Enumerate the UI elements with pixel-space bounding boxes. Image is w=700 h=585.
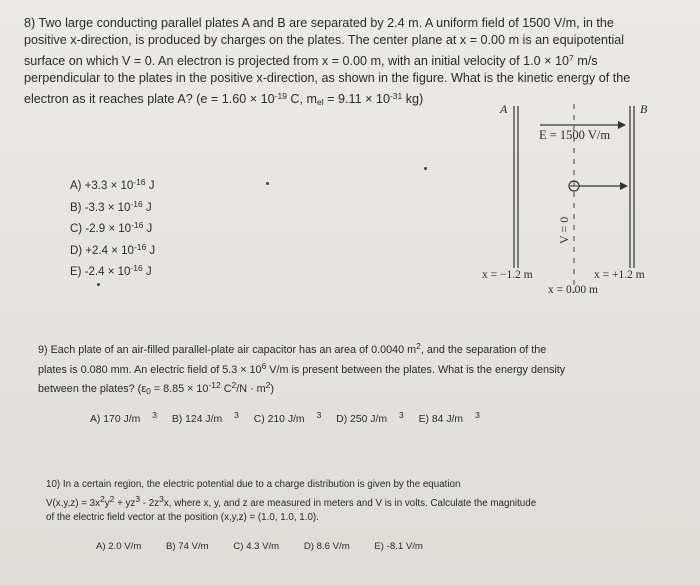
plate-b-label: B [640,102,648,116]
choice-unit: J [142,201,152,214]
q10-choice-e[interactable]: E) -8.1 V/m [374,541,423,552]
choice-exponent: 3 [399,410,404,420]
q10-eq-part-5: x, where x, y, and z are measured in meters and V is in volts. Calculate the magnitude [163,498,537,509]
q9-epsilon-subscript: 0 [146,386,151,397]
q8-charge-exponent: -19 [274,90,287,101]
q8-line-3-text: surface on which V = 0. An electron is projected from x = 0.00 m, with an initial velocity of 1.0 × 10 [24,53,569,68]
choice-unit: J [143,223,153,236]
q9-unit-c: C [220,383,232,396]
q8-mass-unit: kg) [402,91,424,106]
q9-line-2 [38,359,678,379]
choice-exponent: 3 [316,410,322,420]
choice-exponent: 3 [234,410,239,420]
q8-line-2: positive x-direction, is produced by charges on the plates. The center plane at x = 0.00 m is an equipotential [24,33,625,48]
choice-label: E) -2.4 × 10 [70,266,131,279]
choice-unit: J [145,180,155,192]
q9-choice-c[interactable] [253,410,322,425]
q9-line-2-text: plates is 0.080 mm. An electric field of 5.3 × 10 [38,363,262,376]
q10-eq-exp-2: 2 [109,494,115,504]
q9-epsilon-exponent: -12 [208,380,221,391]
q10-eq-part-1: V(x,y,z) = 3x [46,498,100,509]
stray-mark [97,283,100,286]
q8-mass-label: C, m [286,91,318,106]
q10-choice-c[interactable]: C) 4.3 V/m [233,541,280,552]
q9-line-1-tail: , and the separation of the [420,344,547,356]
choice-label: A) +3.3 × 10 [70,180,134,192]
q9-line-3-text: between the plates? (ε [38,383,147,396]
q8-line-4: perpendicular to the plates in the positive x-direction, as shown in the figure. What is the kinetic energy of the [24,71,631,86]
choice-exponent: -16 [130,198,143,209]
choice-unit: J [142,266,152,279]
q10-eq-exp-4: 3 [159,494,164,504]
q9-line-2-tail: V/m is present between the plates. What is the energy density [266,363,566,376]
q10-eq-exp-3: 3 [135,494,141,504]
equipotential-label: V = 0 [557,216,571,244]
choice-label: A) 170 J/m [90,414,141,425]
choice-label: D) 250 J/m [336,414,387,425]
choice-exponent: -16 [133,241,147,252]
q9-choice-d[interactable] [336,410,404,425]
velocity-arrowhead-icon [620,182,628,190]
choice-exponent: -16 [130,263,143,274]
q9-choice-b[interactable] [171,410,239,425]
q9-epsilon-value: = 8.85 × 10 [150,383,209,396]
q10-eq-part-3: + yz [114,498,136,509]
stray-mark [424,167,427,170]
q9-unit-c-exponent: 2 [231,380,237,391]
q8-mass-exponent: -31 [389,90,403,101]
q10-line-1: 10) In a certain region, the electric potential due to a charge distribution is given by the equation [46,479,461,490]
q10-answer-choices [96,541,445,552]
q8-answer-choices [70,174,155,282]
question-9-text [38,339,678,400]
q9-area-exponent: 2 [416,341,421,351]
q9-answer-choices [90,410,492,425]
q8-line-5-text: electron as it reaches plate A? (e = 1.60 × 10 [24,91,275,106]
q9-choice-a[interactable] [90,410,157,425]
field-label: E = 1500 V/m [539,128,611,142]
q8-choice-d[interactable] [70,239,155,261]
q10-eq-exp-1: 2 [99,494,105,504]
q8-velocity-exponent: 7 [568,52,574,63]
q8-line-1: 8) Two large conducting parallel plates A and B are separated by 2.4 m. A uniform field of 1500 V/m, in the [24,16,614,30]
x-center-label: x = 0.00 m [548,284,598,296]
choice-label: B) 124 J/m [171,414,223,425]
q9-choice-e[interactable] [418,410,480,425]
choice-label: C) -2.9 × 10 [70,223,132,236]
choice-label: D) +2.4 × 10 [70,244,134,257]
stray-mark [266,182,269,185]
choice-label: C) 210 J/m [253,414,305,425]
q9-line-1-text: 9) Each plate of an air-filled parallel-plate air capacitor has an area of 0.0040 m [38,344,417,356]
q10-line-2 [46,492,676,511]
choice-exponent: -16 [131,220,144,231]
q10-choice-a[interactable]: A) 2.0 V/m [96,541,142,552]
choice-exponent: -16 [133,177,146,187]
q9-unit-m-exponent: 2 [265,380,271,391]
q10-eq-part-2: y [104,498,110,509]
choice-exponent: 3 [152,410,157,420]
q10-eq-part-4: - 2z [140,498,160,509]
choice-exponent: 3 [475,410,480,420]
q8-choice-e[interactable] [70,260,155,282]
plate-a-label: A [500,102,508,116]
q8-mass-value: = 9.11 × 10 [323,91,390,106]
q9-line-1 [38,339,678,359]
field-arrowhead-icon [618,121,626,129]
q8-mass-subscript: el [317,96,324,107]
choice-label: E) 84 J/m [418,414,464,425]
q8-choice-c[interactable] [70,217,155,239]
question-8-text [24,15,689,111]
x-left-label: x = −1.2 m [482,269,533,281]
q9-field-exponent: 6 [261,360,267,371]
choice-label: B) -3.3 × 10 [70,201,131,214]
q10-choice-b[interactable]: B) 74 V/m [166,541,209,552]
q9-line-3 [38,378,678,400]
parallel-plates-figure [460,98,695,313]
q8-choice-a[interactable] [70,174,155,196]
q8-velocity-unit: m/s [573,53,598,68]
q9-unit-nm: /N · m [236,383,266,396]
question-10-text [46,478,676,525]
q10-line-3: of the electric field vector at the position (x,y,z) = (1.0, 1.0, 1.0). [46,512,319,523]
q10-choice-d[interactable]: D) 8.6 V/m [303,541,350,552]
q8-line-3 [24,50,689,70]
x-right-label: x = +1.2 m [594,269,645,281]
q9-close-paren: ) [270,383,275,396]
q8-choice-b[interactable] [70,196,155,218]
choice-unit: J [146,244,156,257]
